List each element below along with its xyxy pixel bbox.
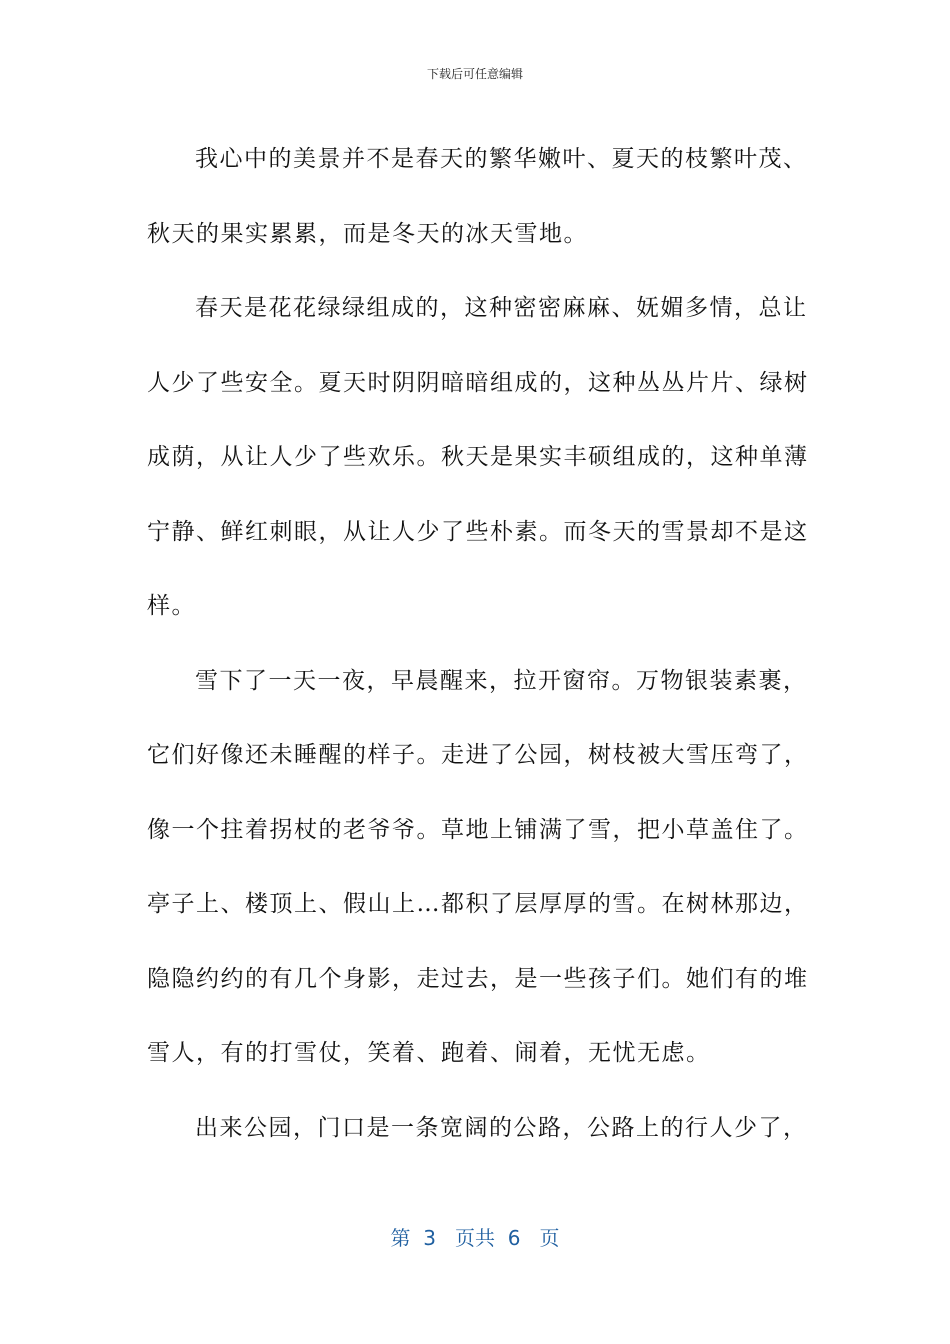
text-line: 宁静、鲜红刺眼，从让人少了些朴素。而冬天的雪景却不是这 — [147, 518, 809, 545]
text-line: 我心中的美景并不是春天的繁华嫩叶、夏天的枝繁叶茂、 — [195, 146, 808, 172]
text-line: 雪人，有的打雪仗，笑着、跑着、闹着，无忧无虑。 — [147, 1040, 711, 1066]
text-line: 出来公园，门口是一条宽阔的公路，公路上的行人少了， — [195, 1114, 808, 1141]
text-line: 雪下了一天一夜，早晨醒来，拉开窗帘。万物银装素裹， — [195, 667, 808, 694]
text-line: 它们好像还未睡醒的样子。走进了公园，树枝被大雪压弯了， — [147, 742, 809, 768]
page-number-footer: 第 3 页共 6 页 — [390, 1226, 560, 1250]
text-line: 样。 — [147, 593, 196, 619]
text-line: 春天是花花绿绿组成的，这种密密麻麻、妩媚多情，总让 — [195, 295, 808, 321]
text-line: 成荫，从让人少了些欢乐。秋天是果实丰硕组成的，这种单薄 — [147, 444, 809, 470]
document-body — [147, 122, 807, 1165]
text-line: 像一个拄着拐杖的老爷爷。草地上铺满了雪，把小草盖住了。 — [147, 816, 809, 843]
text-line: 人少了些安全。夏天时阴阴暗暗组成的，这种丛丛片片、绿树 — [147, 369, 809, 396]
text-line: 隐隐约约的有几个身影，走过去，是一些孩子们。她们有的堆 — [147, 965, 809, 992]
text-line: 秋天的果实累累，而是冬天的冰天雪地。 — [147, 220, 588, 247]
page-header: 下载后可任意编辑 — [426, 67, 523, 81]
text-line: 亭子上、楼顶上、假山上…都积了层厚厚的雪。在树林那边， — [147, 891, 809, 917]
